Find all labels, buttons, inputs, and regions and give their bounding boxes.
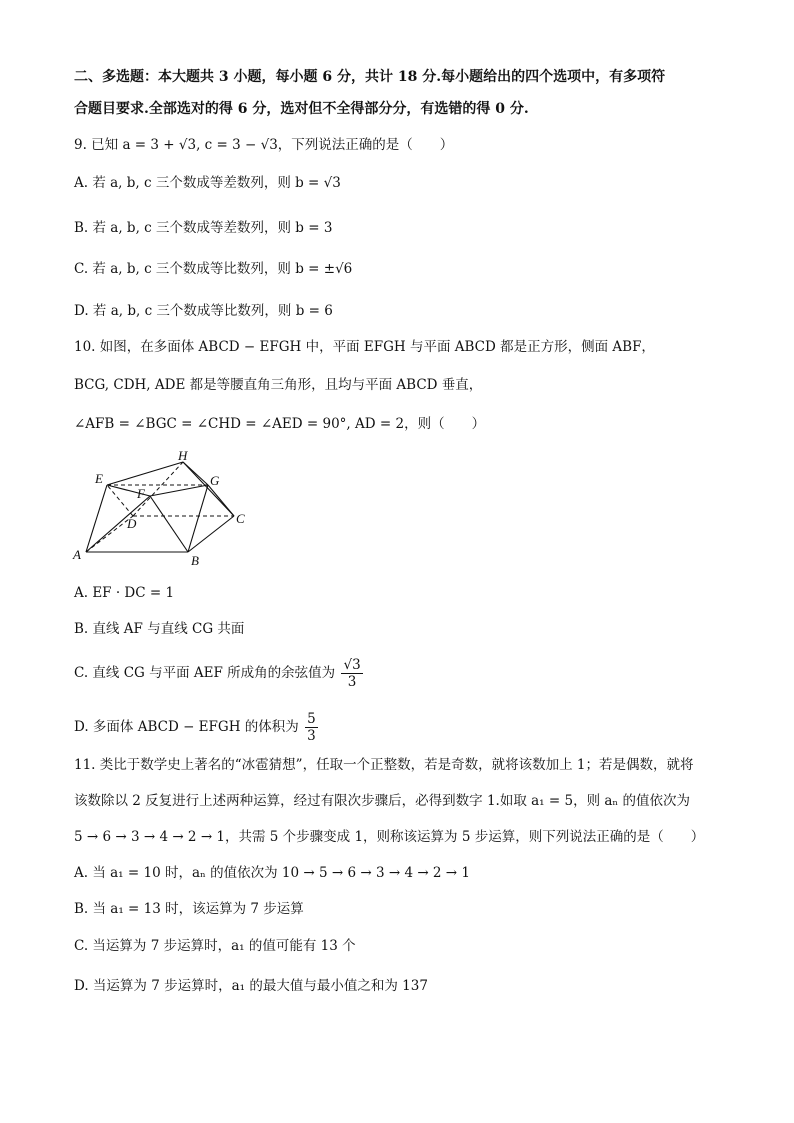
q11-stem-line-3: 5 → 6 → 3 → 4 → 2 → 1，共需 5 个步骤变成 1，则称该运算为 5 步运算，则下列说法正确的是（ ） <box>74 829 705 845</box>
q10-option-d <box>74 710 318 744</box>
vertex-label-d: D <box>127 516 137 531</box>
q9-option-d: D. 若 a, b, c 三个数成等比数列，则 b = 6 <box>74 303 333 319</box>
q10-option-d-text: D. 多面体 ABCD − EFGH 的体积为 <box>74 719 299 735</box>
q10-option-a: A. EF · DC = 1 <box>74 585 175 601</box>
vertex-label-g: G <box>210 473 220 488</box>
q9-option-a: A. 若 a, b, c 三个数成等差数列，则 b = √3 <box>74 175 341 191</box>
q11-stem-line-2: 该数除以 2 反复进行上述两种运算，经过有限次步骤后，必得到数字 1.如取 a₁ = 5，则 aₙ 的值依次为 <box>74 793 691 809</box>
vertex-label-c: C <box>236 511 245 526</box>
vertex-label-b: B <box>191 553 199 568</box>
q10-stem-line-1: 10. 如图，在多面体 ABCD − EFGH 中，平面 EFGH 与平面 ABCD 都是正方形，侧面 ABF， <box>74 339 655 355</box>
q10-option-c-text: C. 直线 CG 与平面 AEF 所成角的余弦值为 <box>74 665 336 681</box>
q10-stem-line-3: ∠AFB = ∠BGC = ∠CHD = ∠AED = 90°, AD = 2，则（ ） <box>74 416 486 432</box>
fraction-denominator: 3 <box>347 674 357 690</box>
q9-option-c: C. 若 a, b, c 三个数成等比数列，则 b = ±√6 <box>74 261 353 277</box>
polyhedron-figure <box>70 445 260 575</box>
vertex-label-f: F <box>137 486 145 501</box>
q11-option-c: C. 当运算为 7 步运算时，a₁ 的值可能有 13 个 <box>74 938 356 954</box>
vertex-label-h: H <box>178 448 188 463</box>
q9-stem: 9. 已知 a = 3 + √3, c = 3 − √3，下列说法正确的是（ ） <box>74 137 454 153</box>
fraction-denominator: 3 <box>307 728 316 744</box>
q10-option-c <box>74 656 363 690</box>
fraction-numerator: √3 <box>343 657 361 673</box>
vertex-label-a: A <box>73 547 81 562</box>
q10-stem-line-2: BCG, CDH, ADE 都是等腰直角三角形，且均与平面 ABCD 垂直， <box>74 377 483 393</box>
fraction-numerator: 5 <box>307 711 316 727</box>
q11-option-d: D. 当运算为 7 步运算时，a₁ 的最大值与最小值之和为 137 <box>74 978 428 994</box>
q10-option-c-fraction <box>341 657 362 690</box>
q10-option-d-fraction <box>305 711 318 744</box>
q11-option-a: A. 当 a₁ = 10 时，aₙ 的值依次为 10 → 5 → 6 → 3 → 4 → 2 → 1 <box>74 865 470 881</box>
q11-stem-line-1: 11. 类比于数学史上著名的“冰雹猜想”，任取一个正整数，若是奇数，就将该数加上 1；若是偶数，就将 <box>74 757 694 773</box>
q10-option-b: B. 直线 AF 与直线 CG 共面 <box>74 621 245 637</box>
vertex-label-e: E <box>95 471 103 486</box>
section-title-line-2: 合题目要求.全部选对的得 6 分，选对但不全得部分分，有选错的得 0 分. <box>74 101 529 117</box>
q11-option-b: B. 当 a₁ = 13 时，该运算为 7 步运算 <box>74 901 304 917</box>
q9-option-b: B. 若 a, b, c 三个数成等差数列，则 b = 3 <box>74 220 333 236</box>
section-title-line-1: 二、多选题：本大题共 3 小题，每小题 6 分，共计 18 分.每小题给出的四个选项中，有多项符 <box>74 69 666 85</box>
